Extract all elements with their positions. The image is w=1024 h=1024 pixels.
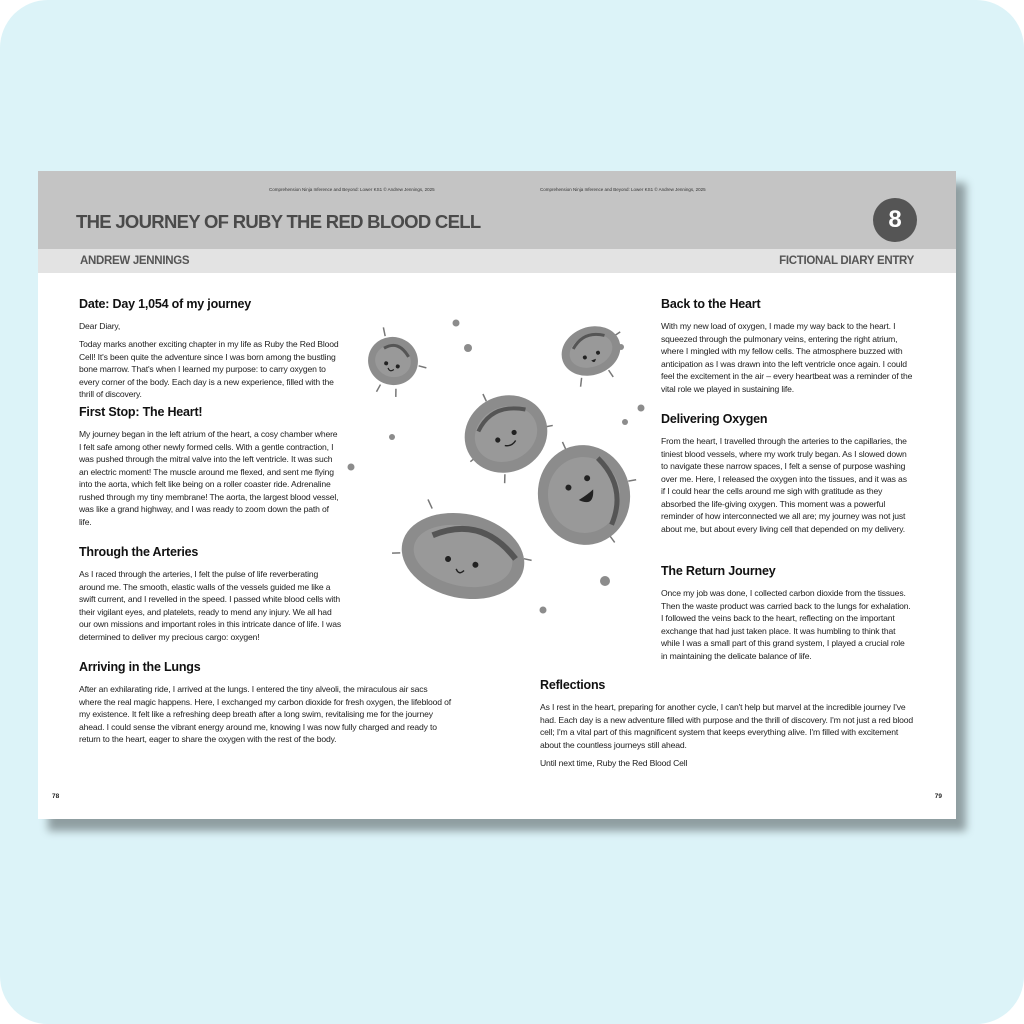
copyright-credit-right: Comprehension Ninja Inference and Beyond: Lower KS1 © Andrew Jennings, 2025	[540, 187, 706, 192]
reflections-heading: Reflections	[540, 678, 606, 692]
page-title: THE JOURNEY OF RUBY THE RED BLOOD CELL	[76, 211, 481, 232]
back-to-heart-heading: Back to the Heart	[661, 297, 761, 311]
sign-off: Until next time, Ruby the Red Blood Cell	[540, 758, 688, 768]
blood-cell-icon	[360, 326, 434, 403]
genre-label: FICTIONAL DIARY ENTRY	[779, 255, 914, 267]
decorative-dot	[464, 344, 472, 352]
blood-cell-icon	[555, 317, 634, 392]
delivering-oxygen-heading: Delivering Oxygen	[661, 412, 768, 426]
lungs-paragraph: After an exhilarating ride, I arrived at the lungs. I entered the tiny alveoli, the miraculous air sacs where the real magic happens. Here, I exchanged my carbon dioxide for fresh oxygen, the lifeblood of my existence. It felt like a refreshing deep breath after a long swim, revitalising me for the journey ahead. I could sense the vibrant energy around me, knowing I was now fully charged and ready to return to the heart, eager to share the oxygen with the rest of the body.	[79, 684, 451, 744]
back-to-heart-paragraph: With my new load of oxygen, I made my way back to the heart. I squeezed through the pulmonary veins, entering the right atrium, where I mingled with my fellow cells. The atmosphere buzzed with anticipation as I was drawn into the left ventricle once again. I could feel the excitement in the air – every heartbeat was a reminder of the vital role we played in sustaining life.	[661, 321, 913, 394]
decorative-dot	[622, 419, 628, 425]
diary-greeting: Dear Diary,	[79, 321, 121, 331]
decorative-dot	[453, 320, 460, 327]
first-stop-heading: First Stop: The Heart!	[79, 405, 203, 419]
reflections-paragraph: As I rest in the heart, preparing for another cycle, I can't help but marvel at the incredible journey I've had. Each day is a new adventure filled with purpose and the thrill of discovery. I'm not just a red blood cell; I'm a vital part of this magnificent system that keeps everything alive. I'm filled with excitement about the countless journeys still ahead.	[540, 702, 913, 750]
decorative-dot	[348, 464, 355, 471]
author-name: ANDREW JENNINGS	[80, 255, 190, 267]
decorative-dot	[600, 576, 610, 586]
decorative-dot	[540, 607, 547, 614]
arteries-paragraph: As I raced through the arteries, I felt the pulse of life reverberating around me. The smooth, elastic walls of the vessels guided me like a swift current, and I revelled in the speed. I passed white blood cells with their vigilant eyes, and platelets, ready to mend any injury. We all had our own missions and important roles in this intricate dance of life. I was determined to deliver my precious cargo: oxygen!	[79, 569, 341, 642]
title-band	[38, 171, 956, 249]
book-spread	[38, 171, 956, 819]
lungs-heading: Arriving in the Lungs	[79, 660, 201, 674]
decorative-dot	[638, 405, 645, 412]
arteries-heading: Through the Arteries	[79, 545, 199, 559]
first-stop-paragraph: My journey began in the left atrium of the heart, a cosy chamber where I felt safe among other newly formed cells. With a gentle contraction, I was pushed through the mitral valve into the left ventricle. It was such an electric moment! The muscle around me flexed, and sent me flying into the aorta, which felt like being on a roller coaster ride. Adrenaline rushed through my tiny membrane! The aorta, the largest blood vessel, was like a grand highway, and I was ready to zoom down the path of life.	[79, 429, 339, 527]
intro-paragraph: Today marks another exciting chapter in my life as Ruby the Red Blood Cell! It's been quite the adventure since I was born among the bustling bone marrow. That's when I learned my purpose: to carry oxygen to every corner of the body. Each day is a new experience, filled with the thrill of discovery.	[79, 339, 339, 399]
date-heading: Date: Day 1,054 of my journey	[79, 297, 252, 311]
page-number-left: 78	[52, 793, 60, 800]
page-number-right: 79	[934, 793, 942, 800]
blood-cell-icon	[386, 494, 540, 611]
return-journey-paragraph: Once my job was done, I collected carbon dioxide from the tissues. Then the waste product was carried back to the lungs for exhalation. I followed the veins back to the heart, reflecting on the important exchange that had just taken place. It was humbling to think that while I was a small part of this grand system, I played a crucial role in maintaining the delicate balance of life.	[661, 588, 911, 661]
decorative-dot	[389, 434, 395, 440]
blood-cells-illustration	[338, 311, 658, 621]
blood-cell-icon	[529, 430, 646, 554]
return-journey-heading: The Return Journey	[661, 564, 776, 578]
unit-number-badge: 8	[873, 198, 917, 242]
subtitle-band	[38, 249, 956, 273]
delivering-oxygen-paragraph: From the heart, I travelled through the arteries to the capillaries, the tiniest blood vessels, where my work truly began. As I slowed down to navigate these narrow spaces, I felt a sense of purpose washing over me. Here, I released the oxygen into the tissues, and it was as if I could hear the cells around me sigh with gratitude as they absorbed the life-giving oxygen. This moment was a powerful reminder of how interconnected we all are; my journey was not just about me, but about every living cell that depended on my delivery.	[661, 436, 907, 534]
copyright-credit-left: Comprehension Ninja Inference and Beyond: Lower KS1 © Andrew Jennings, 2025	[269, 187, 435, 192]
